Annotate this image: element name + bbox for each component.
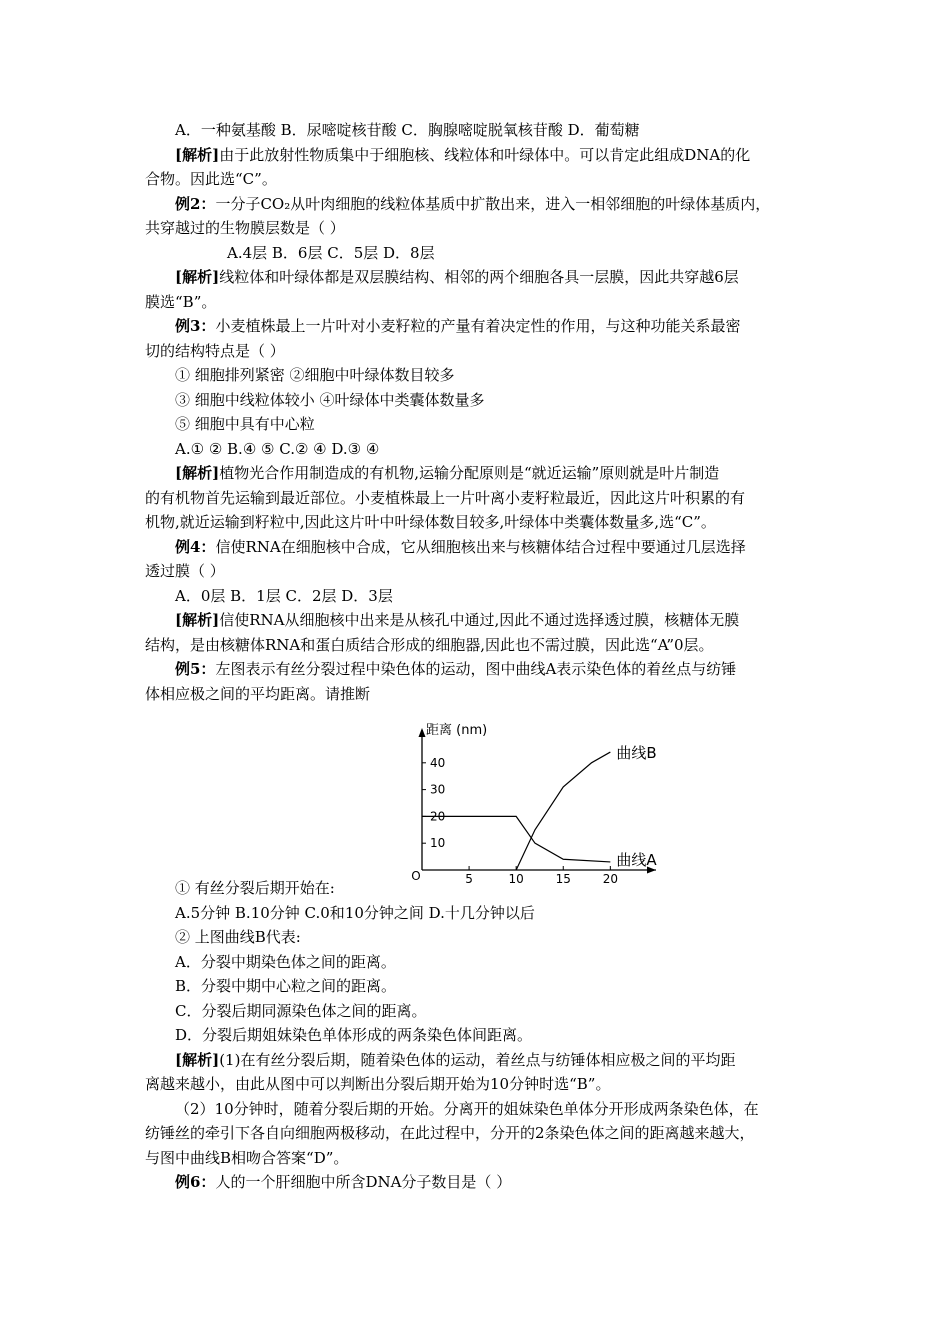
example-tag: 例6： [175, 1173, 216, 1191]
x-tick-label: 5 [465, 872, 473, 886]
y-tick-label: 30 [430, 782, 446, 797]
item-line: ⑤ 细胞中具有中心粒 [175, 415, 315, 433]
example-heading [145, 1170, 815, 1195]
y-tick-label: 40 [430, 755, 446, 770]
text-line: 切的结构特点是（ ） [145, 341, 285, 360]
analysis-text: 线粒体和叶绿体都是双层膜结构、相邻的两个细胞各具一层膜，因此共穿越6层 [219, 268, 739, 286]
analysis-text: 由于此放射性物质集中于细胞核、线粒体和叶绿体中。可以肯定此组成DNA的化 [219, 145, 751, 164]
analysis-paragraph [145, 461, 815, 486]
options-line: A.4层 B．6层 C．5层 D．8层 [227, 243, 435, 262]
curve-a-line [422, 816, 610, 862]
y-tick-label: 10 [430, 836, 446, 851]
y-axis-label: 距离 (nm) [426, 723, 488, 738]
option-line: B．分裂中期中心粒之间的距离。 [175, 977, 397, 995]
example-heading [145, 314, 815, 339]
text-line: 膜选“B”。 [145, 292, 217, 311]
text-line: 共穿越过的生物膜层数是（ ） [145, 219, 345, 237]
analysis-tag: [解析] [175, 611, 220, 629]
document-page [145, 118, 815, 1195]
x-tick-label: 10 [508, 872, 524, 886]
item-line: ③ 细胞中线粒体较小 ④叶绿体中类囊体数量多 [175, 390, 485, 409]
option-line: C．分裂后期同源染色体之间的距离。 [175, 1001, 427, 1020]
example-text: 一分子CO₂从叶肉细胞的线粒体基质中扩散出来，进入一相邻细胞的叶绿体基质内， [215, 194, 771, 213]
analysis-paragraph [145, 265, 815, 290]
text-line: 机物,就近运输到籽粒中,因此这片叶中叶绿体数目较多,叶绿体中类囊体数量多,选“C”。 [145, 513, 716, 531]
text-line: 离越来越小，由此从图中可以判断出分裂后期开始为10分钟时选“B”。 [145, 1075, 611, 1093]
origin-label: O [411, 869, 421, 883]
example-heading [145, 657, 815, 682]
text-line: 纺锤丝的牵引下各自向细胞两极移动，在此过程中，分开的2条染色体之间的距离越来越大， [145, 1124, 755, 1142]
curve-b-line [516, 752, 610, 870]
example-text: 人的一个肝细胞中所含DNA分子数目是（ ） [215, 1173, 512, 1191]
example-tag: 例4： [175, 537, 216, 556]
y-tick-label: 20 [430, 809, 446, 824]
analysis-tag: [解析] [175, 268, 220, 286]
text-line: 结构，是由核糖体RNA和蛋白质结合形成的细胞器,因此也不需过膜，因此选“A”0层。 [145, 635, 714, 654]
example-tag: 例3： [175, 317, 216, 335]
curve-a-label: 曲线A [616, 850, 657, 869]
options-line: A．0层 B．1层 C．2层 D．3层 [175, 586, 393, 605]
example-heading [145, 535, 815, 560]
options-line: A．一种氨基酸 B．尿嘧啶核苷酸 C．胸腺嘧啶脱氧核苷酸 D．葡萄糖 [175, 121, 640, 139]
item-line: ① 细胞排列紧密 ②细胞中叶绿体数目较多 [175, 366, 455, 384]
example-text: 信使RNA在细胞核中合成，它从细胞核出来与核糖体结合过程中要通过几层选择 [215, 537, 746, 556]
example-text: 左图表示有丝分裂过程中染色体的运动，图中曲线A表示染色体的着丝点与纺锤 [215, 660, 737, 678]
option-line: A．分裂中期染色体之间的距离。 [175, 952, 396, 971]
example-text: 小麦植株最上一片叶对小麦籽粒的产量有着决定性的作用，与这种功能关系最密 [215, 317, 741, 335]
analysis-paragraph [145, 608, 815, 633]
text-line: 合物。因此选“C”。 [145, 170, 277, 188]
analysis-tag: [解析] [175, 1050, 220, 1069]
y-axis-arrow [419, 728, 426, 737]
example-heading [145, 192, 815, 217]
distance-chart [408, 720, 668, 888]
analysis-paragraph [145, 1048, 815, 1073]
example-tag: 例5： [175, 660, 216, 678]
item-line: ① 有丝分裂后期开始在: [175, 879, 335, 897]
example-tag: 例2： [175, 194, 216, 213]
options-line: A.① ② B.④ ⑤ C.② ④ D.③ ④ [175, 439, 380, 458]
text-line: 的有机物首先运输到最近部位。小麦植株最上一片叶离小麦籽粒最近，因此这片叶积累的有 [145, 488, 746, 507]
x-tick-label: 20 [602, 872, 618, 886]
analysis-tag: [解析] [175, 464, 220, 482]
text-line: （2）10分钟时，随着分裂后期的开始。分离开的姐妹染色单体分开形成两条染色体，在 [175, 1099, 759, 1118]
analysis-text: 信使RNA从细胞核中出来是从核孔中通过,因此不通过选择透过膜，核糖体无膜 [219, 611, 740, 629]
text-line: 与图中曲线B相吻合答案“D”。 [145, 1148, 349, 1167]
analysis-text: 植物光合作用制造成的有机物,运输分配原则是“就近运输”原则就是叶片制造 [219, 464, 720, 482]
analysis-paragraph [145, 143, 815, 168]
analysis-text: (1)在有丝分裂后期，随着染色体的运动，着丝点与纺锤体相应极之间的平均距 [219, 1050, 736, 1069]
options-line: A.5分钟 B.10分钟 C.0和10分钟之间 D.十几分钟以后 [175, 903, 535, 922]
text-line: 透过膜（ ） [145, 562, 225, 580]
item-line: ② 上图曲线B代表: [175, 928, 301, 946]
curve-b-label: 曲线B [616, 744, 657, 763]
text-line: 体相应极之间的平均距离。请推断 [145, 684, 371, 703]
x-tick-label: 15 [555, 872, 571, 886]
analysis-tag: [解析] [175, 145, 220, 164]
option-line: D．分裂后期姐妹染色单体形成的两条染色体间距离。 [175, 1026, 533, 1044]
